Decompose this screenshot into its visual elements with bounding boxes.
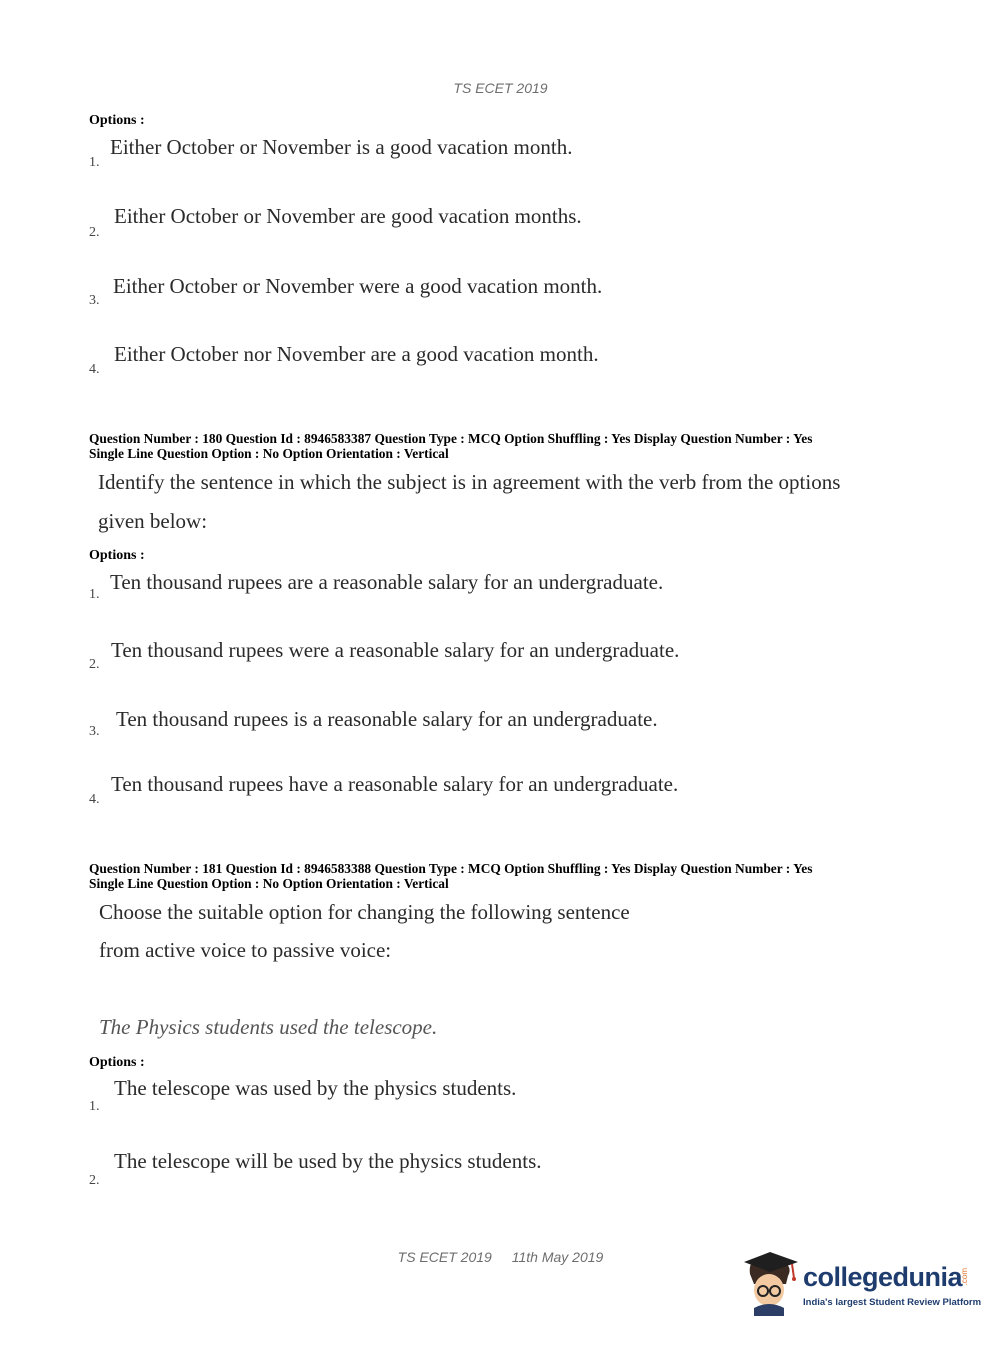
footer-exam: TS ECET 2019 — [397, 1249, 492, 1265]
option-text: The telescope was used by the physics students. — [114, 1076, 517, 1100]
option-number: 4. — [89, 362, 100, 377]
question-text: Choose the suitable option for changing the following sentence — [99, 900, 630, 924]
page-header: TS ECET 2019 — [453, 80, 548, 96]
option-text: Ten thousand rupees are a reasonable salary for an undergraduate. — [110, 570, 664, 594]
footer-date: 11th May 2019 — [511, 1249, 604, 1265]
logo-tagline: India's largest Student Review Platform — [803, 1297, 982, 1308]
option-text: Ten thousand rupees is a reasonable salary for an undergraduate. — [116, 707, 658, 731]
option-number: 2. — [89, 1173, 100, 1188]
option-number: 1. — [89, 155, 100, 170]
option-text: Either October nor November are a good vacation month. — [114, 342, 599, 366]
question-sentence: The Physics students used the telescope. — [99, 1015, 438, 1039]
option-number: 2. — [89, 225, 100, 240]
options-label: Options : — [89, 548, 145, 563]
option-number: 3. — [89, 293, 100, 308]
question-meta: Single Line Question Option : No Option Orientation : Vertical — [89, 876, 449, 891]
option-text: The telescope will be used by the physics students. — [114, 1149, 542, 1173]
question-text: given below: — [98, 509, 208, 533]
mascot-graduate-icon — [742, 1250, 800, 1316]
logo-name: collegedunia — [803, 1262, 963, 1292]
logo-com: .com — [960, 1268, 969, 1286]
option-text: Either October or November are good vacation months. — [114, 204, 582, 228]
option-number: 1. — [89, 1099, 100, 1114]
question-meta: Question Number : 180 Question Id : 8946583387 Question Type : MCQ Option Shuffling : Yes Display Question Number : Yes — [89, 431, 813, 446]
question-text: Identify the sentence in which the subject is in agreement with the verb from the options — [98, 470, 841, 494]
option-text: Either October or November were a good vacation month. — [113, 274, 603, 298]
option-text: Ten thousand rupees have a reasonable salary for an undergraduate. — [111, 772, 679, 796]
options-label: Options : — [89, 1055, 145, 1070]
question-meta: Single Line Question Option : No Option Orientation : Vertical — [89, 446, 449, 461]
question-meta: Question Number : 181 Question Id : 8946583388 Question Type : MCQ Option Shuffling : Yes Display Question Number : Yes — [89, 861, 813, 876]
option-text: Ten thousand rupees were a reasonable salary for an undergraduate. — [111, 638, 680, 662]
option-text: Either October or November is a good vacation month. — [110, 135, 573, 159]
option-number: 3. — [89, 724, 100, 739]
options-label: Options : — [89, 113, 145, 128]
option-number: 4. — [89, 792, 100, 807]
option-number: 1. — [89, 587, 100, 602]
option-number: 2. — [89, 657, 100, 672]
question-text: from active voice to passive voice: — [99, 938, 392, 962]
